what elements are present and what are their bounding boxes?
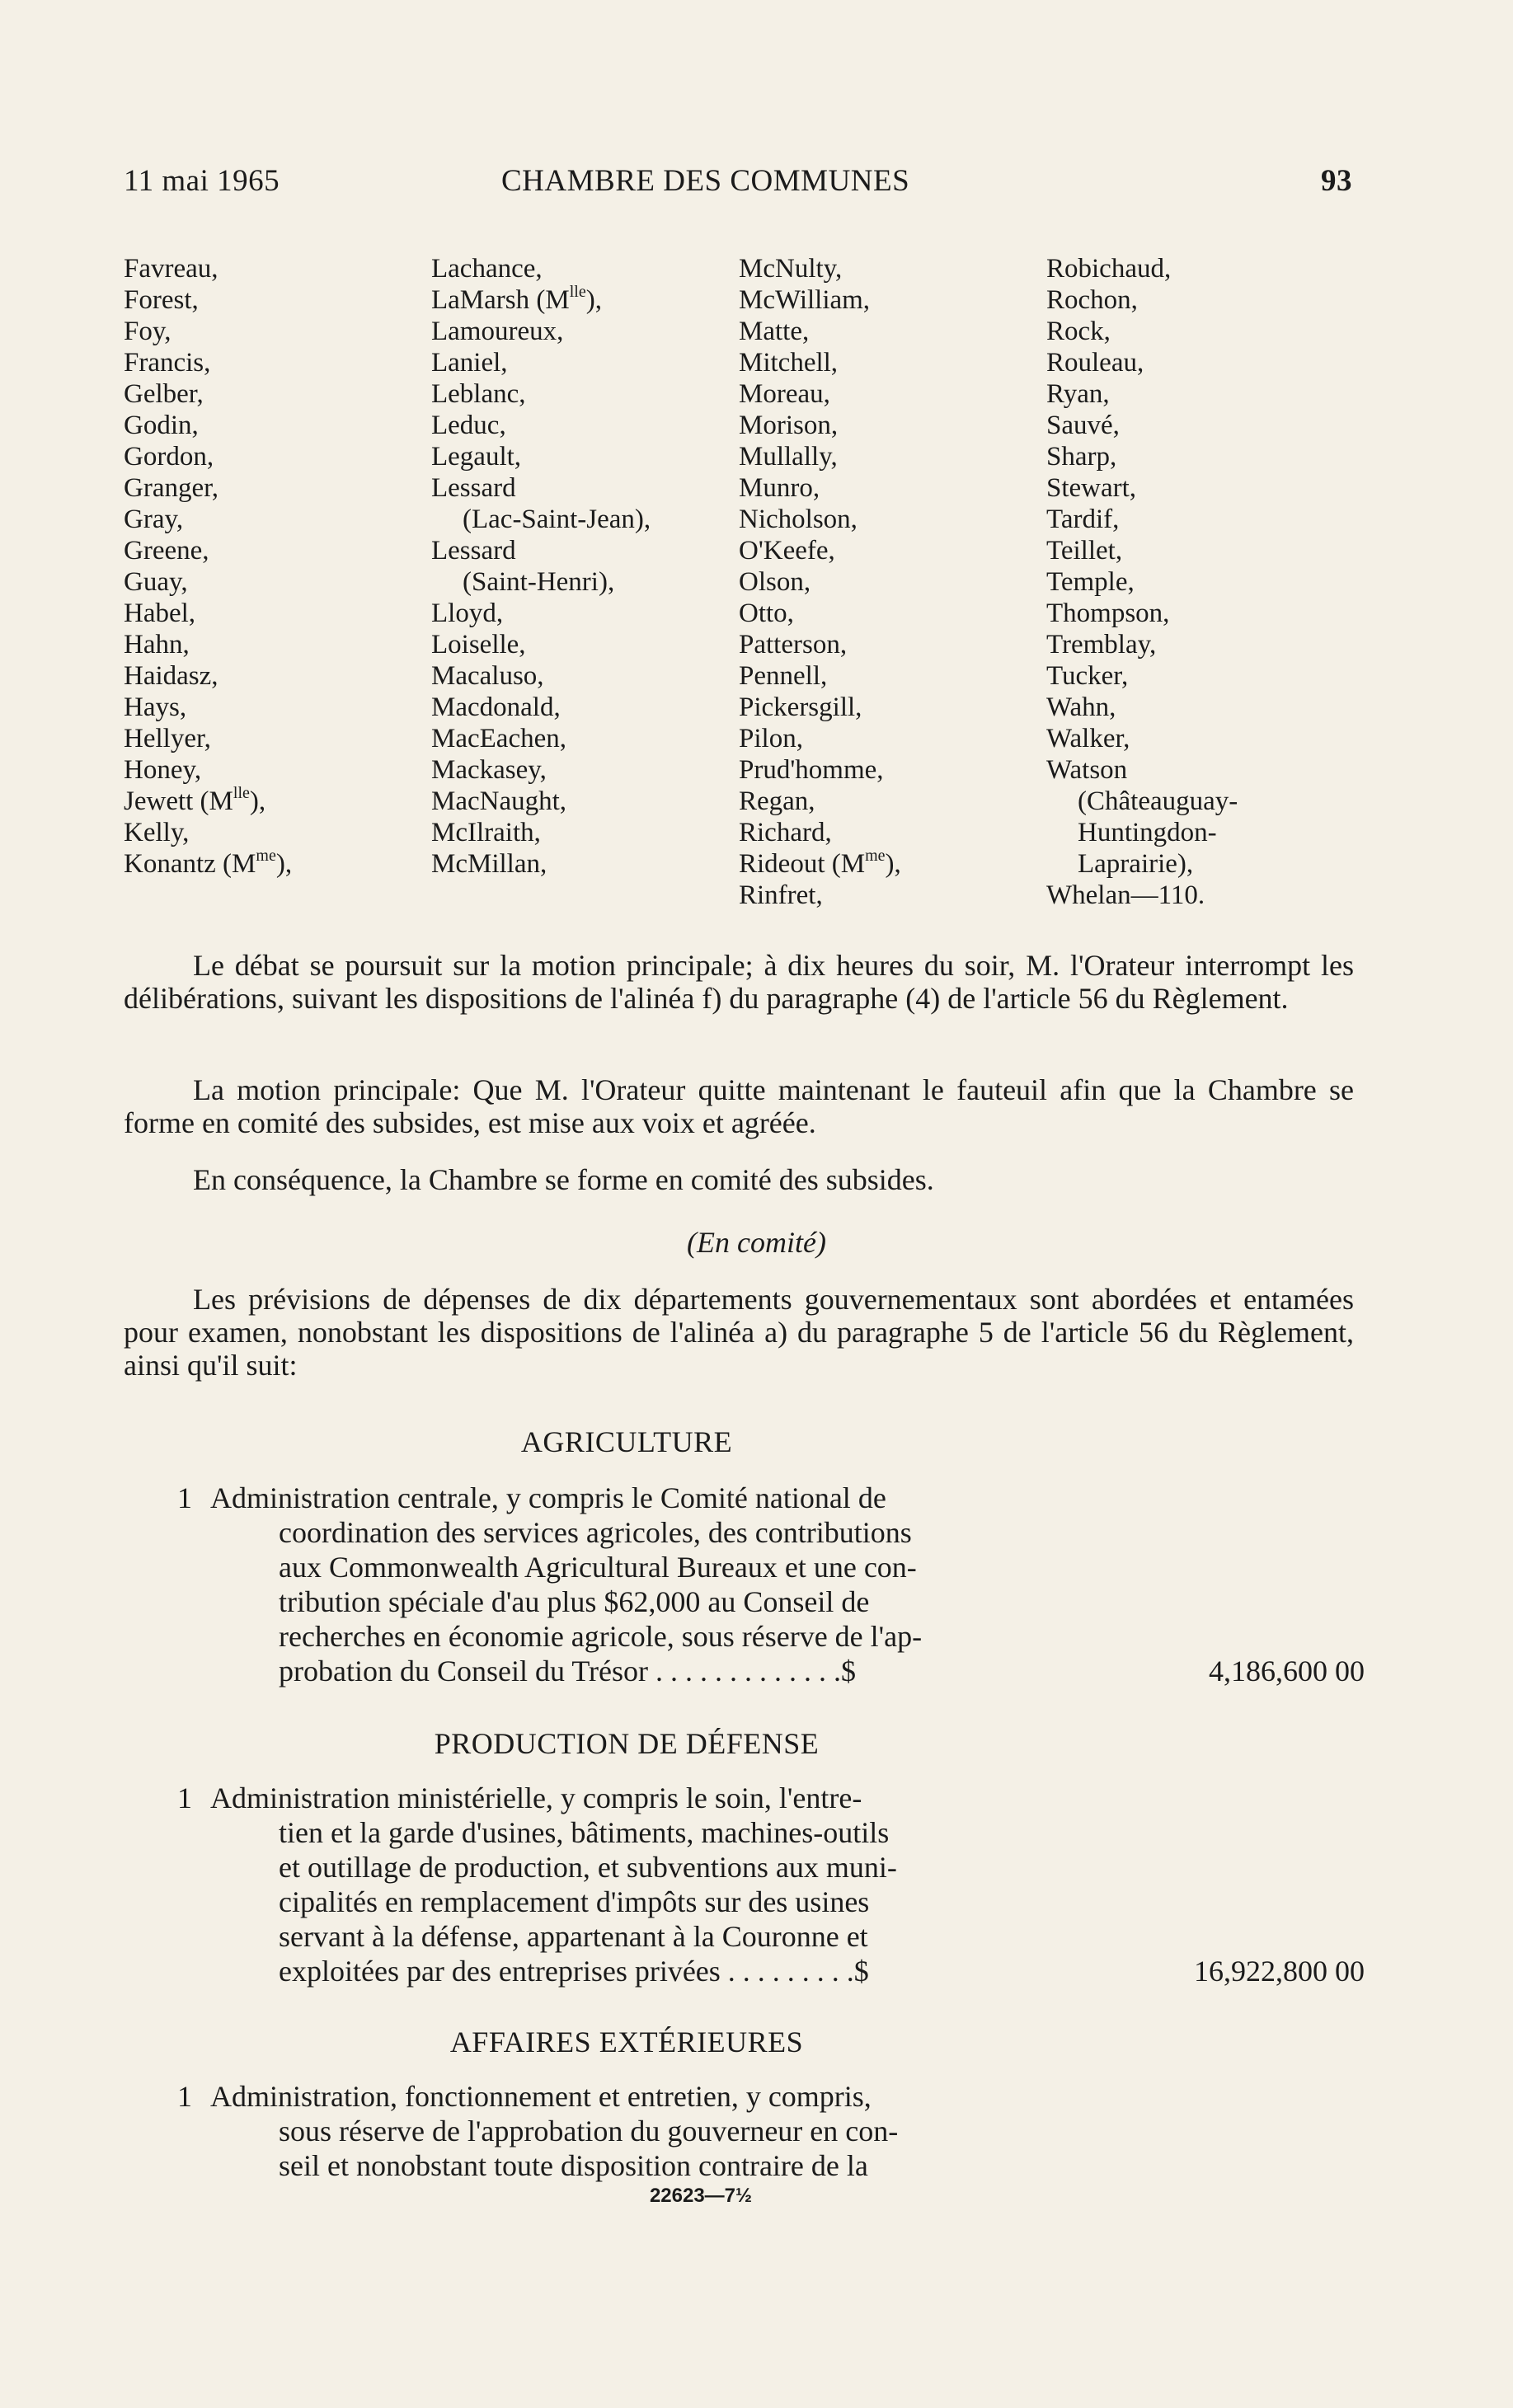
item-line: coordination des services agricoles, des contributions: [279, 1516, 912, 1549]
item-line: Administration ministérielle, y compris le soin, l'entre-: [210, 1781, 862, 1814]
name-entry: Thompson,: [1046, 598, 1170, 628]
name-entry: Godin,: [124, 411, 199, 440]
name-entry: Macdonald,: [431, 692, 561, 722]
name-entry: Habel,: [124, 598, 196, 628]
name-entry: Konantz $(M^{me})$,: [124, 847, 293, 879]
name-entry: Whelan—110.: [1046, 880, 1205, 910]
name-entry: Hahn,: [124, 630, 190, 660]
item-number: 1: [177, 1481, 192, 1514]
estimate-item-external-affairs: [177, 2079, 1365, 2186]
name-entry: Forest,: [124, 285, 199, 315]
section-title-external-affairs: AFFAIRES EXTÉRIEURES: [449, 2025, 804, 2058]
name-entry: Huntingdon-: [1078, 818, 1217, 847]
name-entry: Rouleau,: [1046, 348, 1144, 378]
paragraph-consequence: En conséquence, la Chambre se forme en comité des subsides.: [193, 1163, 934, 1196]
name-entry: Tremblay,: [1046, 630, 1157, 660]
estimate-item-defence-production: [177, 1781, 1365, 1995]
name-entry: Kelly,: [124, 818, 190, 847]
name-entry: McMillan,: [431, 849, 547, 879]
name-entry: Leduc,: [431, 411, 506, 440]
name-entry: Honey,: [124, 755, 202, 785]
name-entry: MacEachen,: [431, 724, 566, 753]
name-entry: Gelber,: [124, 379, 204, 409]
name-entry: Lloyd,: [431, 598, 504, 628]
name-entry: Mackasey,: [431, 755, 547, 785]
section-title-agriculture: AGRICULTURE: [520, 1425, 733, 1458]
name-entry: Walker,: [1046, 724, 1130, 753]
name-entry: Rock,: [1046, 317, 1111, 346]
item-amount: 4,186,600 00: [1209, 1655, 1365, 1687]
name-entry: (Châteauguay-: [1078, 786, 1238, 816]
name-entry: Jewett $(M^{lle})$,: [124, 784, 266, 816]
name-entry: Ryan,: [1046, 379, 1110, 409]
name-entry: Mitchell,: [739, 348, 839, 378]
name-entry: Rochon,: [1046, 285, 1138, 315]
name-entry: Temple,: [1046, 567, 1135, 597]
print-signature: 22623—7½: [649, 2185, 753, 2207]
name-entry: Sauvé,: [1046, 411, 1120, 440]
name-entry: McNulty,: [739, 254, 843, 284]
item-description: [210, 2079, 1290, 2183]
name-entry: Wahn,: [1046, 692, 1116, 722]
name-entry: Stewart,: [1046, 473, 1137, 503]
name-entry: Gray,: [124, 505, 184, 534]
item-line: exploitées par des entreprises privées . . . . . . . . .$: [279, 1955, 869, 1988]
vote-names-list: [124, 253, 1385, 921]
name-entry: Otto,: [739, 598, 794, 628]
name-entry: Patterson,: [739, 630, 848, 660]
name-entry: Morison,: [739, 411, 839, 440]
committee-heading: (En comité): [687, 1226, 826, 1259]
item-line: sous réserve de l'approbation du gouverneur en con-: [279, 2115, 899, 2147]
name-entry: Olson,: [739, 567, 811, 597]
paragraph-debate: Le débat se poursuit sur la motion principale; à dix heures du soir, M. l'Orateur interrompt les délibérations, suivant les dispositions de l'alinéa f) du paragraphe (4) de l'article 56 du Règlement.: [124, 949, 1354, 1015]
name-entry: Leblanc,: [431, 379, 526, 409]
item-description: [210, 1781, 1290, 1988]
name-entry: Hellyer,: [124, 724, 211, 753]
header-title: CHAMBRE DES COMMUNES: [501, 164, 910, 198]
item-line: et outillage de production, et subventions aux muni-: [279, 1851, 897, 1884]
names-column-1: [124, 253, 292, 880]
name-entry: (Saint-Henri),: [463, 567, 615, 597]
name-entry: Legault,: [431, 442, 522, 472]
item-line: servant à la défense, appartenant à la Couronne et: [279, 1920, 868, 1953]
name-entry: (Lac-Saint-Jean),: [463, 505, 651, 534]
names-column-3: [739, 253, 901, 911]
item-line: Administration centrale, y compris le Comité national de: [210, 1481, 886, 1514]
name-entry: Laniel,: [431, 348, 508, 378]
name-entry: O'Keefe,: [739, 536, 835, 566]
name-entry: Rideout $(M^{me})$,: [739, 847, 901, 879]
name-entry: Moreau,: [739, 379, 830, 409]
page-number: 93: [1321, 164, 1352, 198]
name-entry: Mullally,: [739, 442, 838, 472]
name-entry: Richard,: [739, 818, 832, 847]
names-column-4: [1046, 253, 1238, 911]
item-number: 1: [177, 1781, 192, 1814]
item-line: tien et la garde d'usines, bâtiments, machines-outils: [279, 1816, 890, 1849]
name-entry: Francis,: [124, 348, 211, 378]
name-entry: Nicholson,: [739, 505, 858, 534]
name-entry: Lessard: [431, 536, 516, 566]
name-entry: Loiselle,: [431, 630, 526, 660]
name-entry: Tucker,: [1046, 661, 1129, 691]
name-entry: Sharp,: [1046, 442, 1117, 472]
name-entry: Granger,: [124, 473, 219, 503]
item-line: tribution spéciale d'au plus $62,000 au Conseil de: [279, 1585, 870, 1618]
name-entry: Lachance,: [431, 254, 543, 284]
name-entry: Watson: [1046, 755, 1128, 785]
name-entry: Tardif,: [1046, 505, 1120, 534]
name-entry: Gordon,: [124, 442, 214, 472]
name-entry: Foy,: [124, 317, 172, 346]
item-line: cipalités en remplacement d'impôts sur des usines: [279, 1885, 870, 1918]
header-date: 11 mai 1965: [124, 164, 280, 198]
item-amount: 16,922,800 00: [1194, 1955, 1365, 1988]
name-entry: Prud'homme,: [739, 755, 884, 785]
name-entry: Pilon,: [739, 724, 803, 753]
names-column-2: [431, 253, 651, 880]
item-line: aux Commonwealth Agricultural Bureaux et une con-: [279, 1551, 917, 1584]
paragraph-motion: La motion principale: Que M. l'Orateur quitte maintenant le fauteuil afin que la Chambre se forme en comité des subsides, est mise aux voix et agréée.: [124, 1073, 1354, 1139]
name-entry: Rinfret,: [739, 880, 823, 910]
name-entry: LaMarsh $(M^{lle})$,: [431, 283, 602, 315]
item-line: seil et nonobstant toute disposition contraire de la: [279, 2149, 868, 2182]
name-entry: Macaluso,: [431, 661, 544, 691]
name-entry: Matte,: [739, 317, 810, 346]
item-line: recherches en économie agricole, sous réserve de l'ap-: [279, 1620, 923, 1653]
name-entry: Greene,: [124, 536, 209, 566]
item-description: [210, 1481, 1290, 1688]
name-entry: Favreau,: [124, 254, 218, 284]
name-entry: Regan,: [739, 786, 815, 816]
name-entry: Teillet,: [1046, 536, 1123, 566]
name-entry: Robichaud,: [1046, 254, 1172, 284]
name-entry: MacNaught,: [431, 786, 567, 816]
name-entry: McIlraith,: [431, 818, 541, 847]
name-entry: Pennell,: [739, 661, 828, 691]
item-line: probation du Conseil du Trésor . . . . . . . . . . . . .$: [279, 1655, 857, 1687]
name-entry: Haidasz,: [124, 661, 218, 691]
page-header: [124, 163, 1352, 204]
section-title-defence-production: PRODUCTION DE DÉFENSE: [434, 1727, 820, 1760]
estimate-item-agriculture: [177, 1481, 1365, 1695]
name-entry: Lamoureux,: [431, 317, 564, 346]
item-number: 1: [177, 2080, 192, 2113]
name-entry: Guay,: [124, 567, 188, 597]
paragraph-estimates: Les prévisions de dépenses de dix départements gouvernementaux sont abordées et entamées pour examen, nonobstant les dispositions de l'alinéa a) du paragraphe 5 de l'article 56 du Règlement, ainsi qu'il suit:: [124, 1283, 1354, 1382]
name-entry: Lessard: [431, 473, 516, 503]
name-entry: McWilliam,: [739, 285, 871, 315]
item-line: Administration, fonctionnement et entretien, y compris,: [210, 2080, 872, 2113]
name-entry: Munro,: [739, 473, 820, 503]
name-entry: Hays,: [124, 692, 187, 722]
name-entry: Pickersgill,: [739, 692, 862, 722]
name-entry: Laprairie),: [1078, 849, 1194, 879]
